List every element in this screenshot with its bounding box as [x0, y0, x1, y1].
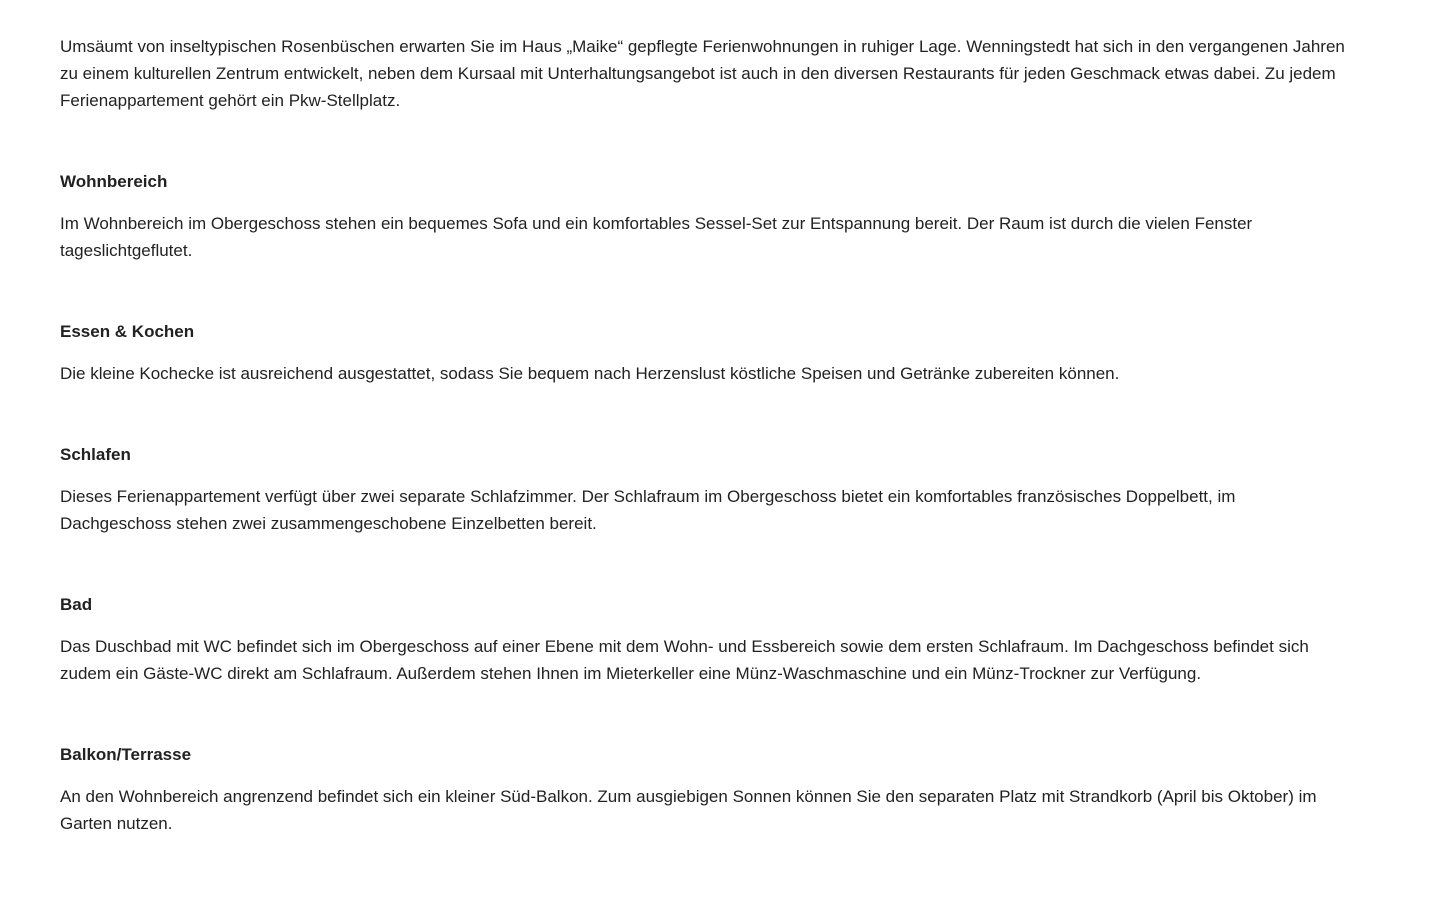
section-wohnbereich: [60, 168, 1350, 264]
section-body-bad: Das Duschbad mit WC befindet sich im Obergeschoss auf einer Ebene mit dem Wohn- und Essbereich sowie dem ersten Schlafraum. Im Dachgeschoss befindet sich zudem ein Gäste-WC direkt am Schlafraum. Außerdem stehen Ihnen im Mieterkeller eine Münz-Waschmaschine und ein Münz-Trockner zur Verfügung.: [60, 637, 1309, 683]
section-heading-wohnbereich: Wohnbereich: [60, 172, 168, 191]
section-body-essen-kochen: Die kleine Kochecke ist ausreichend ausgestattet, sodass Sie bequem nach Herzenslust köstliche Speisen und Getränke zubereiten können.: [60, 364, 1120, 383]
section-schlafen: [60, 441, 1350, 537]
section-heading-bad: Bad: [60, 595, 93, 614]
section-heading-schlafen: Schlafen: [60, 445, 131, 464]
section-body-balkon-terrasse: An den Wohnbereich angrenzend befindet sich ein kleiner Süd-Balkon. Zum ausgiebigen Sonnen können Sie den separaten Platz mit Strandkorb (April bis Oktober) im Garten nutzen.: [60, 787, 1317, 833]
intro-paragraph: Umsäumt von inseltypischen Rosenbüschen erwarten Sie im Haus „Maike“ gepflegte Ferienwohnungen in ruhiger Lage. Wenningstedt hat sich in den vergangenen Jahren zu einem kulturellen Zentrum entwickelt, neben dem Kursaal mit Unterhaltungsangebot ist auch in den diversen Restaurants für jeden Geschmack etwas dabei. Zu jedem Ferienappartement gehört ein Pkw-Stellplatz.: [60, 37, 1345, 110]
section-body-schlafen: Dieses Ferienappartement verfügt über zwei separate Schlafzimmer. Der Schlafraum im Obergeschoss bietet ein komfortables französisches Doppelbett, im Dachgeschoss stehen zwei zusammengeschobene Einzelbetten bereit.: [60, 487, 1236, 533]
section-essen-kochen: [60, 318, 1350, 387]
section-heading-balkon-terrasse: Balkon/Terrasse: [60, 745, 192, 764]
section-heading-essen-kochen: Essen & Kochen: [60, 322, 195, 341]
section-bad: [60, 591, 1350, 687]
section-balkon-terrasse: [60, 741, 1350, 837]
section-body-wohnbereich: Im Wohnbereich im Obergeschoss stehen ein bequemes Sofa und ein komfortables Sessel-Set zur Entspannung bereit. Der Raum ist durch die vielen Fenster tageslichtgeflutet.: [60, 214, 1253, 260]
